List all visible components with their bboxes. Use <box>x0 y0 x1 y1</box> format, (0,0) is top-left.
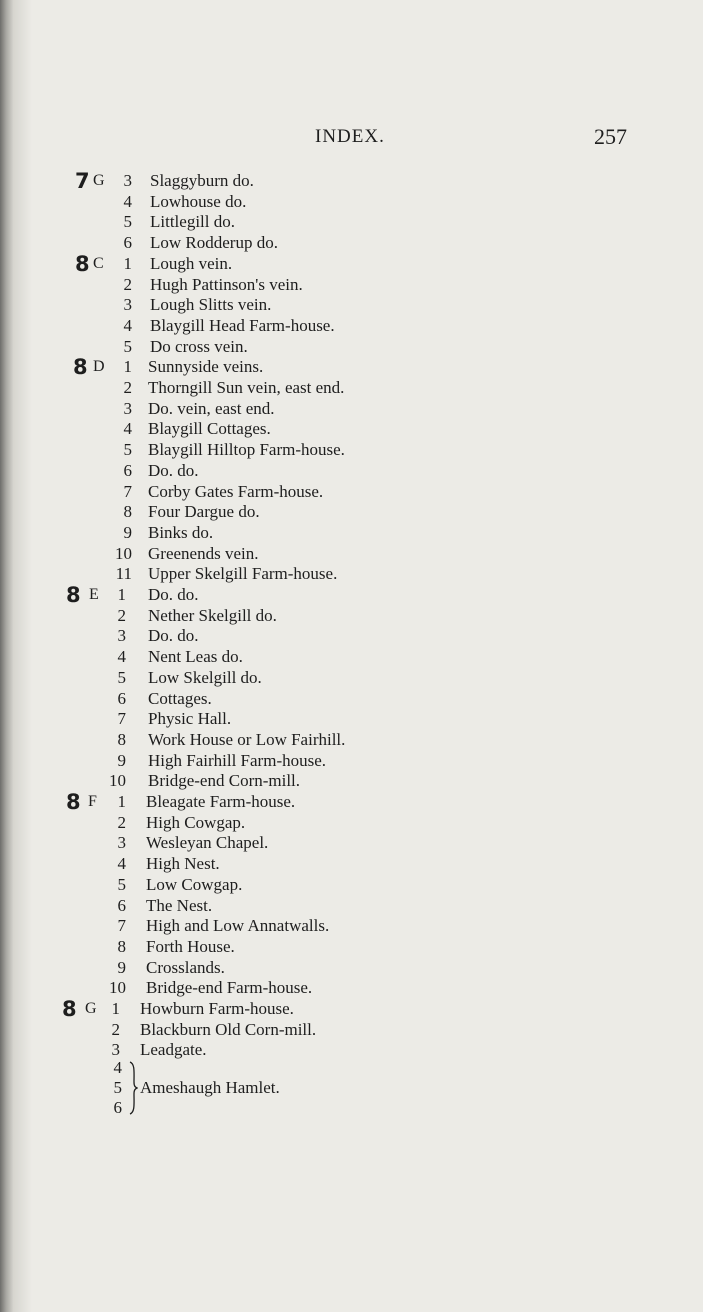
entry-name: Low Rodderup do. <box>150 233 278 253</box>
entry-name: Littlegill do. <box>150 212 235 232</box>
bracket-num: 4 <box>113 1058 122 1077</box>
entry-number: 6 <box>117 688 126 708</box>
entry-number: 4 <box>123 419 132 439</box>
entry-number: 5 <box>123 212 132 232</box>
index-entry <box>0 544 703 564</box>
entry-name: Blackburn Old Corn-mill. <box>140 1019 317 1039</box>
entry-number: 5 <box>117 667 126 687</box>
index-entry <box>0 854 703 874</box>
entry-number: 6 <box>123 233 132 253</box>
index-entry <box>0 564 703 584</box>
entry-name: Bridge-end Corn-mill. <box>148 771 301 791</box>
entry-name: High Nest. <box>146 854 220 874</box>
entry-name: Hugh Pattinson's vein. <box>150 274 303 294</box>
index-entry <box>0 937 703 957</box>
entry-name: Do. do. <box>148 460 199 480</box>
sheet-number: 8 <box>66 790 81 814</box>
entry-number: 7 <box>117 916 126 936</box>
index-entry <box>0 192 703 212</box>
entry-number: 4 <box>117 854 126 874</box>
entry-number: 4 <box>123 191 132 211</box>
index-entry <box>0 337 703 357</box>
entry-name: Sunnyside veins. <box>148 357 264 377</box>
entry-number: 3 <box>111 1040 120 1060</box>
entry-name: Blaygill Hilltop Farm-house. <box>148 440 345 460</box>
index-entry <box>0 647 703 667</box>
entry-name: Work House or Low Fairhill. <box>148 729 346 749</box>
section-letter: D <box>93 358 105 376</box>
entry-number: 1 <box>123 253 132 273</box>
index-entry <box>0 1020 703 1040</box>
entry-name: Nether Skelgill do. <box>148 605 277 625</box>
index-entry <box>0 295 703 315</box>
entry-name: Wesleyan Chapel. <box>146 833 269 853</box>
index-entry <box>0 978 703 998</box>
index-entry <box>0 399 703 419</box>
index-entry <box>0 419 703 439</box>
entry-name: Bridge-end Farm-house. <box>146 978 313 998</box>
entry-number: 2 <box>111 1019 120 1039</box>
entry-name: Nent Leas do. <box>148 647 243 667</box>
index-entry <box>0 833 703 853</box>
entry-name: Slaggyburn do. <box>150 171 254 190</box>
entry-name: Do. do. <box>148 585 199 604</box>
entry-name: Bleagate Farm-house. <box>146 792 296 811</box>
index-entry <box>0 316 703 336</box>
index-entry <box>0 958 703 978</box>
entry-number: 2 <box>123 378 132 397</box>
entry-name: Lough vein. <box>150 253 233 273</box>
entry-number: 5 <box>123 336 132 356</box>
index-entry <box>0 626 703 646</box>
entry-number: 1 <box>117 585 126 604</box>
entry-name: Four Dargue do. <box>148 502 260 522</box>
index-entry <box>0 689 703 709</box>
entry-name: Cottages. <box>148 688 212 708</box>
entry-number: 1 <box>117 792 126 811</box>
entry-number: 10 <box>109 771 126 791</box>
index-entry <box>0 251 703 276</box>
entry-name: High Fairhill Farm-house. <box>148 750 327 770</box>
index-entry <box>0 523 703 543</box>
bracket-entry-name: Ameshaugh Hamlet. <box>140 1078 280 1097</box>
entry-number: 2 <box>123 274 132 294</box>
entry-name: Leadgate. <box>140 1040 207 1060</box>
index-entry <box>0 730 703 750</box>
entry-name: Low Cowgap. <box>146 874 243 894</box>
index-entry <box>0 461 703 481</box>
entry-number: 4 <box>117 647 126 667</box>
entry-name: Binks do. <box>148 522 214 542</box>
running-head: INDEX. <box>315 126 385 147</box>
sheet-number: 8 <box>62 997 77 1021</box>
entry-number: 10 <box>109 978 126 998</box>
entry-name: Thorngill Sun vein, east end. <box>148 378 345 397</box>
entry-name: Greenends vein. <box>148 543 259 563</box>
index-entry <box>0 709 703 729</box>
entry-name: Blaygill Cottages. <box>148 419 271 439</box>
index-entry <box>0 813 703 833</box>
entry-name: High Cowgap. <box>146 812 246 832</box>
index-entry <box>0 875 703 895</box>
entry-number: 8 <box>123 502 132 522</box>
entry-number: 9 <box>117 957 126 977</box>
entry-number: 2 <box>117 605 126 625</box>
section-letter: G <box>93 172 105 189</box>
entry-name: Lowhouse do. <box>150 191 247 211</box>
entry-name: Lough Slitts vein. <box>150 295 272 315</box>
entry-number: 7 <box>117 709 126 729</box>
index-entry <box>0 585 703 605</box>
entry-name: Forth House. <box>146 936 235 956</box>
index-entry <box>0 275 703 295</box>
entry-number: 3 <box>123 171 132 190</box>
entry-number: 3 <box>123 398 132 418</box>
bracket-num: 5 <box>113 1078 122 1097</box>
index-entry <box>0 999 703 1019</box>
index-entry <box>0 440 703 460</box>
sheet-number: 8 <box>75 251 90 276</box>
section-letter: F <box>88 793 97 810</box>
index-entry <box>0 212 703 232</box>
index-entry <box>0 171 703 191</box>
index-entry <box>0 896 703 916</box>
bracket-num: 6 <box>113 1098 122 1117</box>
entry-number: 8 <box>117 729 126 749</box>
index-entry <box>0 502 703 522</box>
entry-number: 8 <box>117 936 126 956</box>
index-entry <box>0 606 703 626</box>
entry-name: Crosslands. <box>146 957 225 977</box>
sheet-number: 8 <box>66 583 81 607</box>
index-entry <box>0 916 703 936</box>
index-entry <box>0 751 703 771</box>
entry-number: 5 <box>117 874 126 894</box>
section-letter: E <box>89 586 99 603</box>
entry-number: 10 <box>115 543 132 563</box>
entry-number: 5 <box>123 440 132 460</box>
entry-number: 6 <box>123 460 132 480</box>
entry-number: 3 <box>117 833 126 853</box>
section-letter: G <box>85 1000 97 1017</box>
entry-name: Physic Hall. <box>148 709 232 729</box>
entry-number: 9 <box>123 522 132 542</box>
entry-name: Howburn Farm-house. <box>140 999 294 1018</box>
entry-name: Do cross vein. <box>150 336 248 356</box>
index-entry <box>0 378 703 398</box>
curly-brace-icon <box>128 1060 138 1116</box>
entry-number: 3 <box>117 626 126 646</box>
entry-number: 7 <box>123 481 132 501</box>
index-entry <box>0 482 703 502</box>
index-entry <box>0 668 703 688</box>
entry-name: High and Low Annatwalls. <box>146 916 330 936</box>
entry-number: 3 <box>123 295 132 315</box>
entry-name: Corby Gates Farm-house. <box>148 481 324 501</box>
index-entry <box>0 771 703 791</box>
entry-name: Upper Skelgill Farm-house. <box>148 564 338 584</box>
entry-number: 9 <box>117 750 126 770</box>
entry-name: Low Skelgill do. <box>148 667 262 687</box>
sheet-number: 8 <box>73 355 88 380</box>
entry-name: The Nest. <box>146 895 213 915</box>
entry-name: Do. vein, east end. <box>148 398 275 418</box>
index-entry <box>0 792 703 812</box>
entry-number: 11 <box>115 564 132 584</box>
entry-name: Blaygill Head Farm-house. <box>150 315 335 335</box>
sheet-number: 7 <box>75 169 90 193</box>
entry-name: Do. do. <box>148 626 199 646</box>
entry-number: 4 <box>123 315 132 335</box>
index-entry <box>0 355 703 380</box>
section-letter: C <box>93 254 104 272</box>
entry-number: 1 <box>123 357 132 377</box>
entry-number: 1 <box>111 999 120 1018</box>
page-number: 257 <box>594 124 627 149</box>
entry-number: 2 <box>117 812 126 832</box>
entry-number: 6 <box>117 895 126 915</box>
index-entry <box>0 233 703 253</box>
